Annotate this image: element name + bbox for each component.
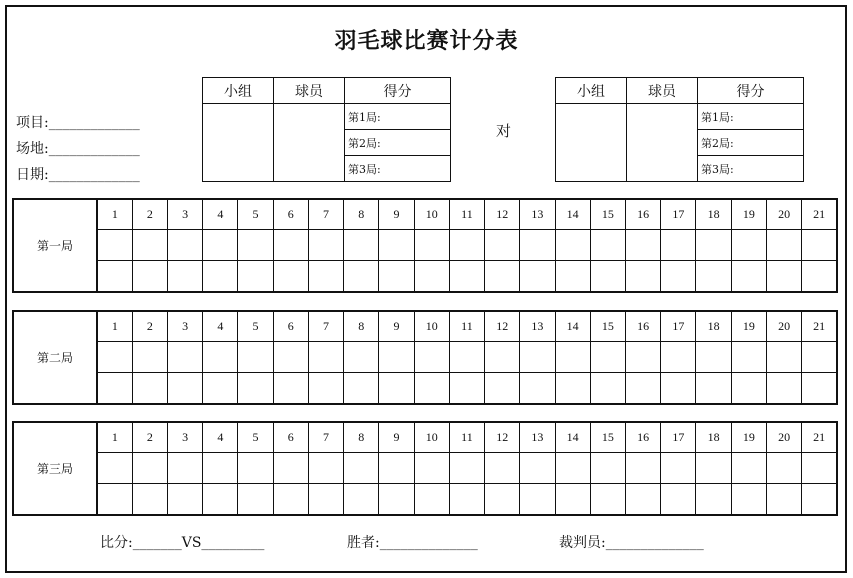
point-cell[interactable] [520,342,555,373]
point-number: 4 [203,199,238,230]
point-number: 9 [379,311,414,342]
point-cell[interactable] [379,453,414,484]
point-cell[interactable] [238,484,273,516]
point-cell[interactable] [555,230,590,261]
point-number: 16 [626,199,661,230]
point-number: 20 [766,199,801,230]
point-cell[interactable] [766,373,801,405]
point-number: 7 [308,422,343,453]
point-cell[interactable] [802,230,837,261]
point-cell[interactable] [238,230,273,261]
point-cell[interactable] [731,453,766,484]
team-player-cell[interactable] [627,104,698,182]
point-cell[interactable] [344,453,379,484]
point-cell[interactable] [238,453,273,484]
vs-label: VS [181,535,202,551]
point-cell[interactable] [344,484,379,516]
point-cell[interactable] [379,373,414,405]
point-number: 20 [766,311,801,342]
team-group-cell[interactable] [203,104,274,182]
team-player-cell[interactable] [274,104,345,182]
point-cell[interactable] [626,230,661,261]
point-number: 16 [626,311,661,342]
score-blank-1[interactable]: _______ [132,535,182,551]
point-number: 16 [626,422,661,453]
point-number: 19 [731,311,766,342]
point-cell[interactable] [661,230,696,261]
point-cell[interactable] [97,261,132,293]
point-cell[interactable] [132,342,167,373]
point-cell[interactable] [273,484,308,516]
field-venue-blank[interactable]: _____________ [48,141,140,157]
point-cell[interactable] [731,373,766,405]
team-group-cell[interactable] [556,104,627,182]
point-number: 19 [731,422,766,453]
point-number: 3 [167,311,202,342]
point-cell[interactable] [132,230,167,261]
field-venue [16,138,140,158]
game-label: 第二局 [13,311,97,404]
point-number: 14 [555,311,590,342]
point-cell[interactable] [97,230,132,261]
point-cell[interactable] [485,230,520,261]
point-number: 15 [590,311,625,342]
point-cell[interactable] [308,484,343,516]
point-cell[interactable] [696,261,731,293]
point-number: 17 [661,311,696,342]
point-cell[interactable] [626,484,661,516]
point-number: 12 [485,311,520,342]
point-cell[interactable] [414,230,449,261]
point-cell[interactable] [379,342,414,373]
team-header-group: 小组 [203,78,274,104]
footer-score [100,532,264,552]
team-table-left [202,77,451,182]
point-cell[interactable] [449,261,484,293]
point-cell[interactable] [485,453,520,484]
point-number: 2 [132,311,167,342]
point-cell[interactable] [766,342,801,373]
team-header-player: 球员 [627,78,698,104]
point-number: 14 [555,199,590,230]
game-label: 第三局 [13,422,97,515]
point-cell[interactable] [731,261,766,293]
point-cell[interactable] [308,373,343,405]
winner-blank[interactable]: ______________ [379,535,478,551]
point-cell[interactable] [97,373,132,405]
point-cell[interactable] [520,261,555,293]
point-cell[interactable] [802,373,837,405]
point-cell[interactable] [520,230,555,261]
point-cell[interactable] [555,373,590,405]
point-cell[interactable] [590,373,625,405]
point-number: 4 [203,422,238,453]
point-cell[interactable] [203,453,238,484]
point-cell[interactable] [802,261,837,293]
point-number: 11 [449,199,484,230]
point-number: 19 [731,199,766,230]
point-number: 13 [520,199,555,230]
point-cell[interactable] [696,230,731,261]
point-cell[interactable] [555,484,590,516]
point-cell[interactable] [203,230,238,261]
point-cell[interactable] [590,261,625,293]
point-cell[interactable] [132,261,167,293]
point-number: 2 [132,199,167,230]
point-cell[interactable] [203,342,238,373]
point-cell[interactable] [696,342,731,373]
page-title: 羽毛球比赛计分表 [334,28,519,54]
point-cell[interactable] [97,453,132,484]
point-cell[interactable] [696,484,731,516]
point-cell[interactable] [167,230,202,261]
point-cell[interactable] [661,261,696,293]
point-cell[interactable] [273,261,308,293]
point-number: 1 [97,422,132,453]
footer-winner [347,532,478,552]
point-cell[interactable] [766,484,801,516]
game-table-2 [12,310,838,405]
point-cell[interactable] [238,342,273,373]
point-cell[interactable] [555,453,590,484]
game-score-1[interactable]: 第1局: [345,104,451,130]
point-cell[interactable] [485,484,520,516]
team-header-player: 球员 [274,78,345,104]
point-cell[interactable] [414,342,449,373]
point-number: 15 [590,422,625,453]
point-number: 9 [379,422,414,453]
point-cell[interactable] [273,373,308,405]
point-cell[interactable] [308,230,343,261]
point-number: 5 [238,422,273,453]
point-cell[interactable] [308,342,343,373]
point-number: 17 [661,199,696,230]
point-cell[interactable] [167,453,202,484]
winner-label: 胜者: [347,535,380,551]
team-header-score: 得分 [345,78,451,104]
footer-referee [559,532,704,552]
point-number: 21 [802,311,837,342]
field-project-blank[interactable]: _____________ [48,115,140,131]
point-cell[interactable] [626,342,661,373]
point-number: 7 [308,311,343,342]
point-number: 11 [449,311,484,342]
game-table-1 [12,198,838,293]
point-number: 15 [590,199,625,230]
point-cell[interactable] [590,453,625,484]
game-score-1[interactable]: 第1局: [698,104,804,130]
point-cell[interactable] [308,261,343,293]
point-cell[interactable] [590,230,625,261]
point-cell[interactable] [485,342,520,373]
point-cell[interactable] [414,453,449,484]
point-number: 2 [132,422,167,453]
point-cell[interactable] [802,342,837,373]
team-table-right [555,77,804,182]
point-number: 3 [167,199,202,230]
point-cell[interactable] [273,230,308,261]
point-cell[interactable] [167,261,202,293]
game-score-2[interactable]: 第2局: [698,130,804,156]
field-venue-label: 场地: [16,141,49,157]
field-date-blank[interactable]: _____________ [48,167,140,183]
point-cell[interactable] [132,373,167,405]
field-project-label: 项目: [16,115,49,131]
point-cell[interactable] [626,261,661,293]
point-cell[interactable] [661,373,696,405]
point-cell[interactable] [731,484,766,516]
point-cell[interactable] [661,342,696,373]
game-label: 第一局 [13,199,97,292]
point-cell[interactable] [555,261,590,293]
point-number: 8 [344,199,379,230]
point-number: 5 [238,311,273,342]
team-header-score: 得分 [698,78,804,104]
point-cell[interactable] [273,453,308,484]
point-cell[interactable] [167,373,202,405]
point-cell[interactable] [132,453,167,484]
point-number: 12 [485,199,520,230]
field-date-label: 日期: [16,167,49,183]
point-cell[interactable] [97,342,132,373]
point-number: 21 [802,199,837,230]
point-cell[interactable] [449,373,484,405]
point-number: 10 [414,422,449,453]
point-number: 10 [414,199,449,230]
point-cell[interactable] [379,484,414,516]
point-number: 7 [308,199,343,230]
point-cell[interactable] [766,230,801,261]
game-score-3[interactable]: 第3局: [345,156,451,182]
point-cell[interactable] [414,261,449,293]
point-cell[interactable] [555,342,590,373]
point-cell[interactable] [203,261,238,293]
point-number: 18 [696,422,731,453]
point-number: 1 [97,311,132,342]
point-number: 20 [766,422,801,453]
referee-label: 裁判员: [559,535,606,551]
point-cell[interactable] [449,484,484,516]
point-cell[interactable] [344,373,379,405]
point-number: 12 [485,422,520,453]
point-number: 5 [238,199,273,230]
point-cell[interactable] [414,484,449,516]
point-cell[interactable] [661,453,696,484]
point-cell[interactable] [344,230,379,261]
versus-label: 对 [496,122,512,140]
point-cell[interactable] [485,373,520,405]
point-cell[interactable] [731,342,766,373]
point-cell[interactable] [766,453,801,484]
point-number: 6 [273,311,308,342]
point-number: 13 [520,311,555,342]
point-cell[interactable] [344,261,379,293]
point-number: 21 [802,422,837,453]
point-cell[interactable] [731,230,766,261]
field-date [16,164,140,184]
game-score-2[interactable]: 第2局: [345,130,451,156]
field-project [16,112,140,132]
point-cell[interactable] [308,453,343,484]
point-cell[interactable] [238,261,273,293]
point-number: 18 [696,311,731,342]
point-cell[interactable] [661,484,696,516]
point-number: 10 [414,311,449,342]
point-cell[interactable] [485,261,520,293]
point-number: 6 [273,199,308,230]
score-blank-2[interactable]: _________ [201,535,265,551]
point-cell[interactable] [802,453,837,484]
point-cell[interactable] [379,230,414,261]
score-label: 比分: [100,535,133,551]
point-cell[interactable] [449,230,484,261]
point-cell[interactable] [97,484,132,516]
point-cell[interactable] [203,373,238,405]
point-cell[interactable] [520,484,555,516]
point-cell[interactable] [167,484,202,516]
point-cell[interactable] [344,342,379,373]
point-cell[interactable] [590,484,625,516]
point-cell[interactable] [414,373,449,405]
point-cell[interactable] [696,453,731,484]
point-number: 8 [344,422,379,453]
point-cell[interactable] [238,373,273,405]
point-number: 4 [203,311,238,342]
point-number: 13 [520,422,555,453]
point-cell[interactable] [696,373,731,405]
point-cell[interactable] [449,453,484,484]
point-cell[interactable] [273,342,308,373]
point-number: 11 [449,422,484,453]
point-cell[interactable] [449,342,484,373]
team-header-group: 小组 [556,78,627,104]
point-cell[interactable] [520,453,555,484]
point-number: 8 [344,311,379,342]
point-number: 17 [661,422,696,453]
point-number: 6 [273,422,308,453]
point-number: 9 [379,199,414,230]
referee-blank[interactable]: ______________ [605,535,704,551]
point-cell[interactable] [379,261,414,293]
point-cell[interactable] [626,453,661,484]
point-number: 14 [555,422,590,453]
game-table-3 [12,421,838,516]
point-cell[interactable] [802,484,837,516]
point-cell[interactable] [132,484,167,516]
point-cell[interactable] [203,484,238,516]
point-cell[interactable] [626,373,661,405]
game-score-3[interactable]: 第3局: [698,156,804,182]
point-cell[interactable] [590,342,625,373]
point-number: 18 [696,199,731,230]
point-number: 1 [97,199,132,230]
point-cell[interactable] [167,342,202,373]
point-number: 3 [167,422,202,453]
point-cell[interactable] [766,261,801,293]
point-cell[interactable] [520,373,555,405]
